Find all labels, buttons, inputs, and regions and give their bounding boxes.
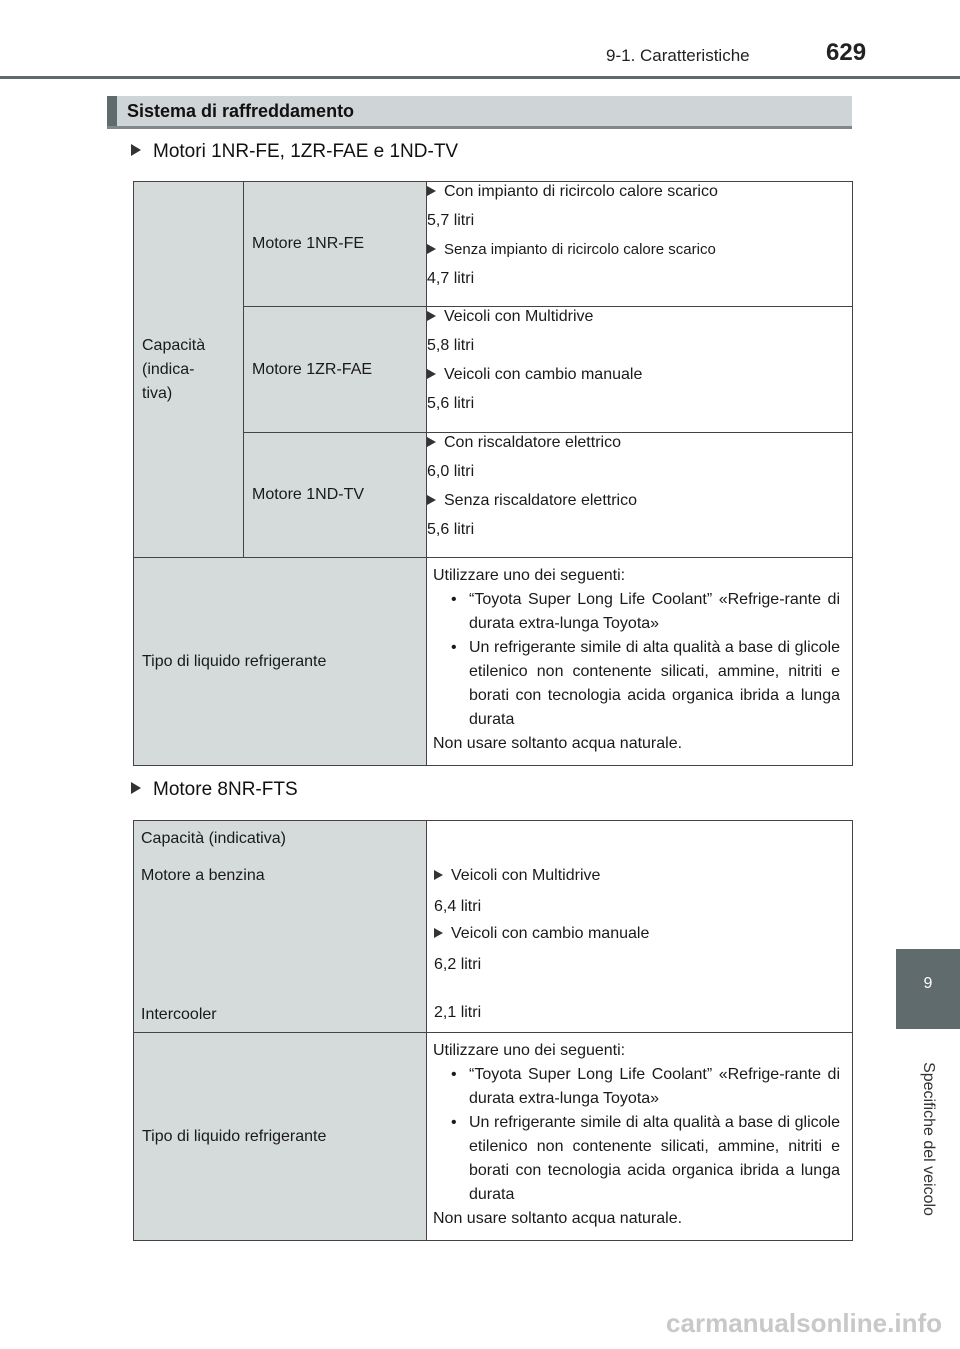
option-label: Senza riscaldatore elettrico bbox=[444, 492, 637, 509]
engine-name-cell bbox=[244, 433, 427, 558]
coolant-label: Tipo di liquido refrigerante bbox=[142, 1127, 327, 1145]
option-value: 5,6 litri bbox=[427, 521, 475, 538]
option-label: Con impianto di ricircolo calore scarico bbox=[444, 183, 718, 200]
header-rule bbox=[0, 76, 960, 79]
intercooler-label: Intercooler bbox=[141, 1006, 217, 1023]
petrol-engine-label: Motore a benzina bbox=[141, 867, 265, 884]
triangle-bullet-icon bbox=[434, 870, 443, 880]
capacity-label-cell bbox=[134, 182, 244, 558]
capacity-table-2 bbox=[133, 820, 853, 1241]
option-value: 6,4 litri bbox=[434, 898, 482, 915]
option-label: Veicoli con cambio manuale bbox=[444, 366, 643, 383]
engine-name-cell bbox=[244, 307, 427, 433]
table-row bbox=[134, 1033, 853, 1241]
coolant-list bbox=[433, 588, 840, 732]
option-label: Veicoli con cambio manuale bbox=[451, 925, 650, 942]
coolant-spec-cell bbox=[427, 1033, 853, 1241]
option-label: Con riscaldatore elettrico bbox=[444, 434, 621, 451]
chapter-number: 9 bbox=[923, 975, 933, 992]
triangle-bullet-icon bbox=[427, 186, 436, 196]
section-title: Sistema di raffreddamento bbox=[127, 101, 355, 121]
chapter-title: Specifiche del veicolo bbox=[920, 1061, 937, 1216]
group1-heading-text: Motori 1NR-FE, 1ZR-FAE e 1ND-TV bbox=[153, 141, 459, 162]
triangle-bullet-icon bbox=[131, 782, 141, 794]
page-number: 629 bbox=[826, 39, 867, 66]
table-row bbox=[134, 182, 853, 307]
engine-name: Motore 1ND-TV bbox=[252, 486, 365, 503]
chapter-title-box bbox=[896, 1029, 960, 1248]
option-label: Veicoli con Multidrive bbox=[444, 308, 594, 325]
coolant-spec-cell bbox=[427, 558, 853, 766]
watermark: carmanualsonline.info bbox=[666, 1308, 942, 1338]
list-item: • “Toyota Super Long Life Coolant” «Refrige-rante di durata extra-lunga Toyota» bbox=[445, 1063, 840, 1111]
header-section-title: 9-1. Caratteristiche bbox=[606, 46, 750, 65]
group1-heading bbox=[131, 141, 458, 163]
chapter-tab[interactable] bbox=[896, 949, 960, 1029]
capacity-label: Capacità (indica- tiva) bbox=[142, 336, 206, 402]
triangle-bullet-icon bbox=[427, 311, 436, 321]
option-label: Veicoli con Multidrive bbox=[451, 867, 601, 884]
coolant-label-cell bbox=[134, 1033, 427, 1241]
option-value: 6,2 litri bbox=[434, 956, 482, 973]
engine-options-cell bbox=[427, 182, 853, 307]
triangle-bullet-icon bbox=[427, 495, 436, 505]
option-value: 4,7 litri bbox=[427, 270, 475, 287]
section-title-bar bbox=[107, 96, 852, 129]
engine-name-cell bbox=[244, 182, 427, 307]
triangle-bullet-icon bbox=[427, 437, 436, 447]
table-row bbox=[134, 558, 853, 766]
triangle-bullet-icon bbox=[427, 369, 436, 379]
group2-heading-text: Motore 8NR-FTS bbox=[153, 779, 298, 800]
engine-options-cell bbox=[427, 307, 853, 433]
engine-name: Motore 1ZR-FAE bbox=[252, 360, 373, 378]
coolant-intro: Utilizzare uno dei seguenti: bbox=[433, 567, 626, 584]
coolant-label-cell bbox=[134, 558, 427, 766]
option-value: 5,6 litri bbox=[427, 395, 475, 412]
capacity-label: Capacità (indicativa) bbox=[141, 830, 286, 847]
option-row bbox=[434, 925, 649, 943]
option-value: 6,0 litri bbox=[427, 463, 475, 480]
list-item: • Un refrigerante simile di alta qualità a base di glicole etilenico non contenente silicati, ammine, nitriti e borati con tecnologia acida organica ibrida a lunga durata bbox=[445, 636, 840, 732]
triangle-bullet-icon bbox=[131, 144, 141, 156]
section-accent bbox=[107, 96, 117, 126]
capacity-table-1 bbox=[133, 181, 853, 766]
option-label: Senza impianto di ricircolo calore scarico bbox=[444, 241, 716, 258]
list-item: • “Toyota Super Long Life Coolant” «Refrige-rante di durata extra-lunga Toyota» bbox=[445, 588, 840, 636]
triangle-bullet-icon bbox=[427, 244, 436, 254]
coolant-label: Tipo di liquido refrigerante bbox=[142, 652, 327, 670]
capacity-label-cell bbox=[134, 821, 427, 1033]
capacity-values-cell bbox=[427, 821, 853, 1033]
coolant-note: Non usare soltanto acqua naturale. bbox=[433, 735, 683, 752]
coolant-list bbox=[433, 1063, 840, 1207]
coolant-note: Non usare soltanto acqua naturale. bbox=[433, 1210, 683, 1227]
option-value: 5,7 litri bbox=[427, 212, 475, 229]
triangle-bullet-icon bbox=[434, 928, 443, 938]
list-item: • Un refrigerante simile di alta qualità a base di glicole etilenico non contenente silicati, ammine, nitriti e borati con tecnologia acida organica ibrida a lunga durata bbox=[445, 1111, 840, 1207]
intercooler-value: 2,1 litri bbox=[434, 1004, 482, 1021]
option-value: 5,8 litri bbox=[427, 337, 475, 354]
table-row bbox=[134, 821, 853, 1033]
engine-name: Motore 1NR-FE bbox=[252, 235, 365, 252]
coolant-intro: Utilizzare uno dei seguenti: bbox=[433, 1042, 626, 1059]
option-row bbox=[434, 867, 600, 885]
engine-options-cell bbox=[427, 433, 853, 558]
group2-heading bbox=[131, 779, 298, 801]
